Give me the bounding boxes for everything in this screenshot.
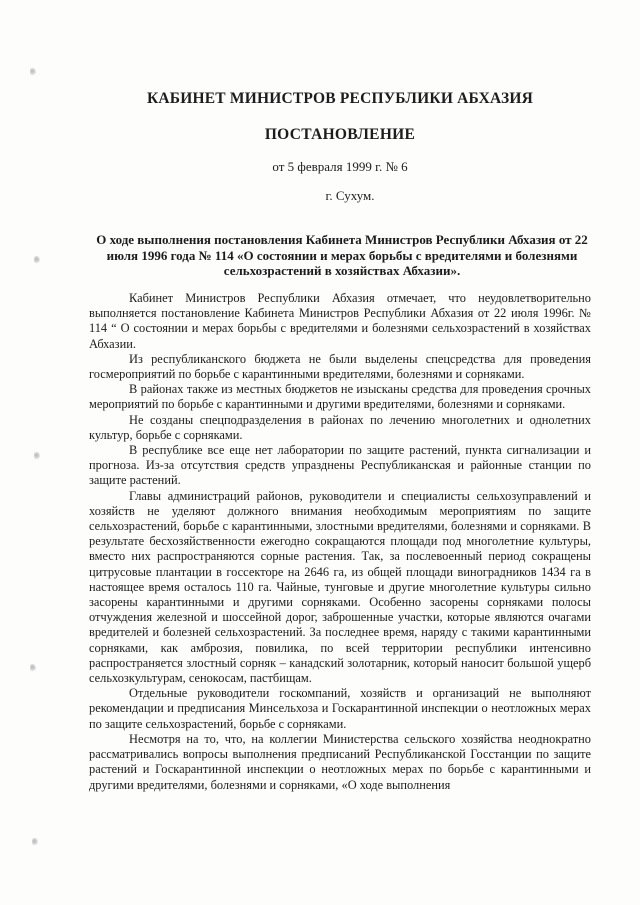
decree-date: от 5 февраля 1999 г. № 6	[272, 159, 408, 174]
scan-speck	[34, 256, 40, 264]
body-paragraph: В республике все еще нет лаборатории по защите растений, пункта сигнализации и прогноза. Из-за отсутствия средств упразднены Республиканская и районные станции по защите растений.	[89, 443, 591, 488]
scan-speck	[30, 68, 36, 76]
decree-heading: ПОСТАНОВЛЕНИЕ	[264, 126, 416, 143]
body-paragraph: Отдельные руководители госкомпаний, хозяйств и организаций не выполняют рекомендации и предписания Минсельхоза и Госкарантинной инспекции о неотложных мерах по защите сельхозрастений, борьбе с сорняками.	[89, 686, 591, 731]
body-paragraph: Кабинет Министров Республики Абхазия отмечает, что неудовлетворительно выполняется постановление Кабинета Министров Республики Абхазия от 22 июля 1996г. № 114 “ О состоянии и мерах борьбы с вредителями и болезнями сельхозрастений в хозяйствах Абхазии.	[89, 291, 591, 351]
scan-speck	[34, 452, 40, 460]
body-paragraph: В районах также из местных бюджетов не изысканы средства для проведения срочных мероприятий по борьбе с карантинными и другими вредителями, болезнями и сорняками.	[89, 382, 591, 412]
scan-speck	[32, 838, 38, 846]
body-paragraph: Не созданы спецподразделения в районах по лечению многолетних и однолетних культур, борьбе с сорняками.	[89, 412, 591, 442]
cabinet-heading: КАБИНЕТ МИНИСТРОВ РЕСПУБЛИКИ АБХАЗИЯ	[146, 90, 534, 107]
body-paragraph: Главы администраций районов, руководители и специалисты сельхозуправлений и хозяйств не уделяют должного внимания необходимым мероприятиям по защите сельхозрастений, борьбе с карантинными, злостными вредителями, болезнями и сорняками. В результате бесхозяйственности ежегодно сокращаются площади под многолетние культуры, вместо них распространяются сорные растения. Так, за послевоенный период сокращены цитрусовые плантации в госсекторе на 2646 га, из общей площади виноградников 1434 га в настоящее время осталось 110 га. Чайные, тунговые и другие многолетние культуры сильно засорены карантинными и другими сорняками. Особенно засорены сорняками полосы отчуждения железной и шоссейной дорог, заброшенные участки, которые являются очагами вредителей и болезней сельхозрастений. За последнее время, наряду с такими карантинными сорняками, как амброзия, повилика, по всей территории республики интенсивно распространяется злостный сорняк – канадский золотарник, который наносит большой ущерб сельхозкультурам, сенокосам, пастбищам.	[89, 488, 591, 686]
document-body	[89, 291, 591, 793]
document-title: О ходе выполнения постановления Кабинета Министров Республики Абхазия от 22 июля 1996 года № 114 «О состоянии и мерах борьбы с вредителями и болезнями сельхозрастений в хозяйствах Абхазии».	[96, 232, 588, 278]
body-paragraph: Из республиканского бюджета не были выделены спецсредства для проведения госмероприятий по борьбе с карантинными вредителями, болезнями и сорняками.	[89, 351, 591, 382]
body-paragraph: Несмотря на то, что, на коллегии Министерства сельского хозяйства неоднократно рассматривались вопросы выполнения предписаний Республиканской Госстанции по защите растений и Госкарантинной инспекции о неотложных мерах по борьбе с карантинными и другими вредителями, болезнями и сорняками, «О ходе выполнения	[89, 731, 591, 792]
scan-speck	[30, 664, 36, 672]
decree-city: г. Сухум.	[325, 188, 375, 203]
